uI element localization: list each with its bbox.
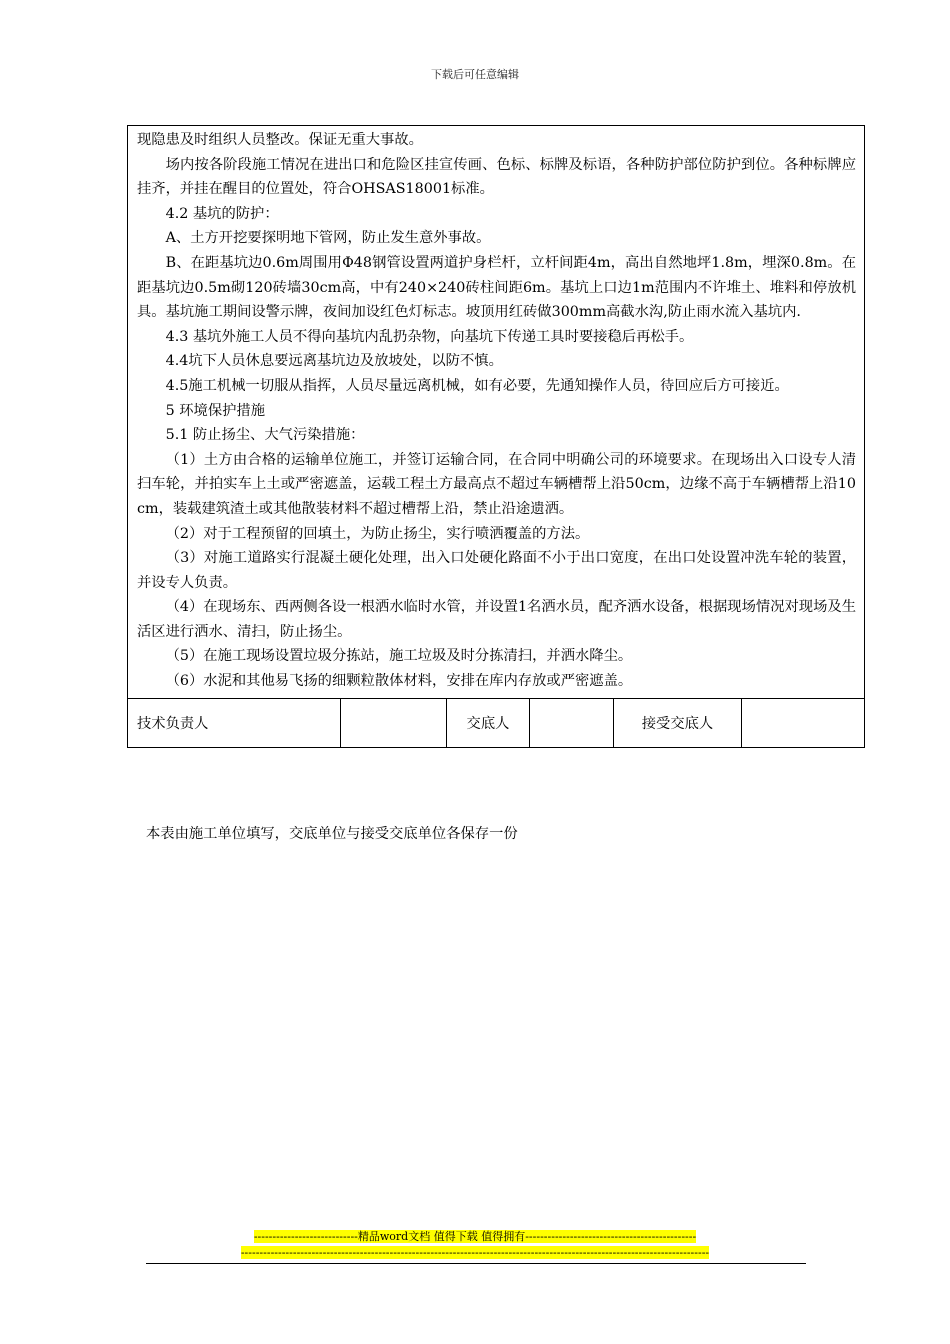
content-paragraph: （5）在施工现场设置垃圾分拣站，施工垃圾及时分拣清扫，并洒水降尘。 <box>165 648 633 665</box>
receiver-value <box>742 699 864 747</box>
tech-lead-label: 技术负责人 <box>128 699 341 747</box>
footnote: 本表由施工单位填写，交底单位与接受交底单位各保存一份 <box>146 826 518 842</box>
signature-row <box>128 698 864 747</box>
content-cell <box>128 126 864 698</box>
content-paragraph: （2）对于工程预留的回填土，为防止扬尘，实行喷洒覆盖的方法。 <box>165 525 590 542</box>
content-paragraph: A、土方开挖要探明地下管网，防止发生意外事故。 <box>165 230 491 247</box>
content-paragraph: （6）水泥和其他易飞扬的细颗粒散体材料，安排在库内存放或严密遮盖。 <box>165 673 633 690</box>
tech-lead-value <box>341 699 447 747</box>
content-paragraph: 5 环境保护措施 <box>165 402 266 419</box>
footer-banner <box>0 1229 950 1261</box>
footer-rule <box>146 1263 806 1264</box>
content-paragraph: B、在距基坑边0.6m周围用Φ48钢管设置两道护身栏杆，立杆间距4m，高出自然地坪1.8m，埋深0.8m。在距基坑边0.5m砌120砖墙30cm高，中有240×240砖柱间距6m。基坑上口边1m范围内不许堆土、堆料和停放机具。基坑施工期间设警示牌，夜间加设红色灯标志。坡顶用红砖做300mm高截水沟,防止雨水流入基坑内. <box>137 254 856 321</box>
discloser-value <box>530 699 614 747</box>
content-paragraph: 4.3 基坑外施工人员不得向基坑内乱扔杂物，向基坑下传递工具时要接稳后再松手。 <box>165 328 694 345</box>
content-paragraph: 场内按各阶段施工情况在进出口和危险区挂宣传画、色标、标牌及标语，各种防护部位防护到位。各种标牌应挂齐，并挂在醒目的位置处，符合OHSAS18001标准。 <box>137 156 856 198</box>
content-paragraph: 4.4坑下人员休息要远离基坑边及放坡处，以防不慎。 <box>165 353 503 370</box>
content-paragraph: 5.1 防止扬尘、大气污染措施： <box>165 427 365 444</box>
content-paragraph: （3）对施工道路实行混凝土硬化处理，出入口处硬化路面不小于出口宽度，在出口处设置冲洗车轮的装置，并设专人负责。 <box>137 550 856 591</box>
content-paragraph: 现隐患及时组织人员整改。保证无重大事故。 <box>137 132 423 148</box>
content-paragraph: （1）土方由合格的运输单位施工，并签订运输合同，在合同中明确公司的环境要求。在现场出入口设专人清扫车轮，并拍实车上土或严密遮盖，运载工程土方最高点不超过车辆槽帮上沿50cm，边缘不高于车辆槽帮上沿10cm，装载建筑渣土或其他散装材料不超过槽帮上沿，禁止沿途遗洒。 <box>137 451 856 517</box>
footer-banner-line-2: ------------------------------------------------------------------------------------------------------------------------------ <box>240 1246 710 1259</box>
content-paragraph: 4.5施工机械一切服从指挥，人员尽量远离机械，如有必要，先通知操作人员，待回应后方可接近。 <box>165 377 789 394</box>
disclosure-table <box>127 125 865 748</box>
receiver-label: 接受交底人 <box>614 699 742 747</box>
discloser-label: 交底人 <box>447 699 530 747</box>
footer-banner-line-1: ----------------------------精品word文档 值得下载 值得拥有---------------------------------------------- <box>253 1230 697 1243</box>
header-note: 下载后可任意编辑 <box>431 68 519 81</box>
content-paragraph: 4.2 基坑的防护： <box>165 205 279 222</box>
content-paragraph: （4）在现场东、西两侧各设一根洒水临时水管，并设置1名洒水员，配齐洒水设备，根据现场情况对现场及生活区进行洒水、清扫，防止扬尘。 <box>137 599 856 640</box>
